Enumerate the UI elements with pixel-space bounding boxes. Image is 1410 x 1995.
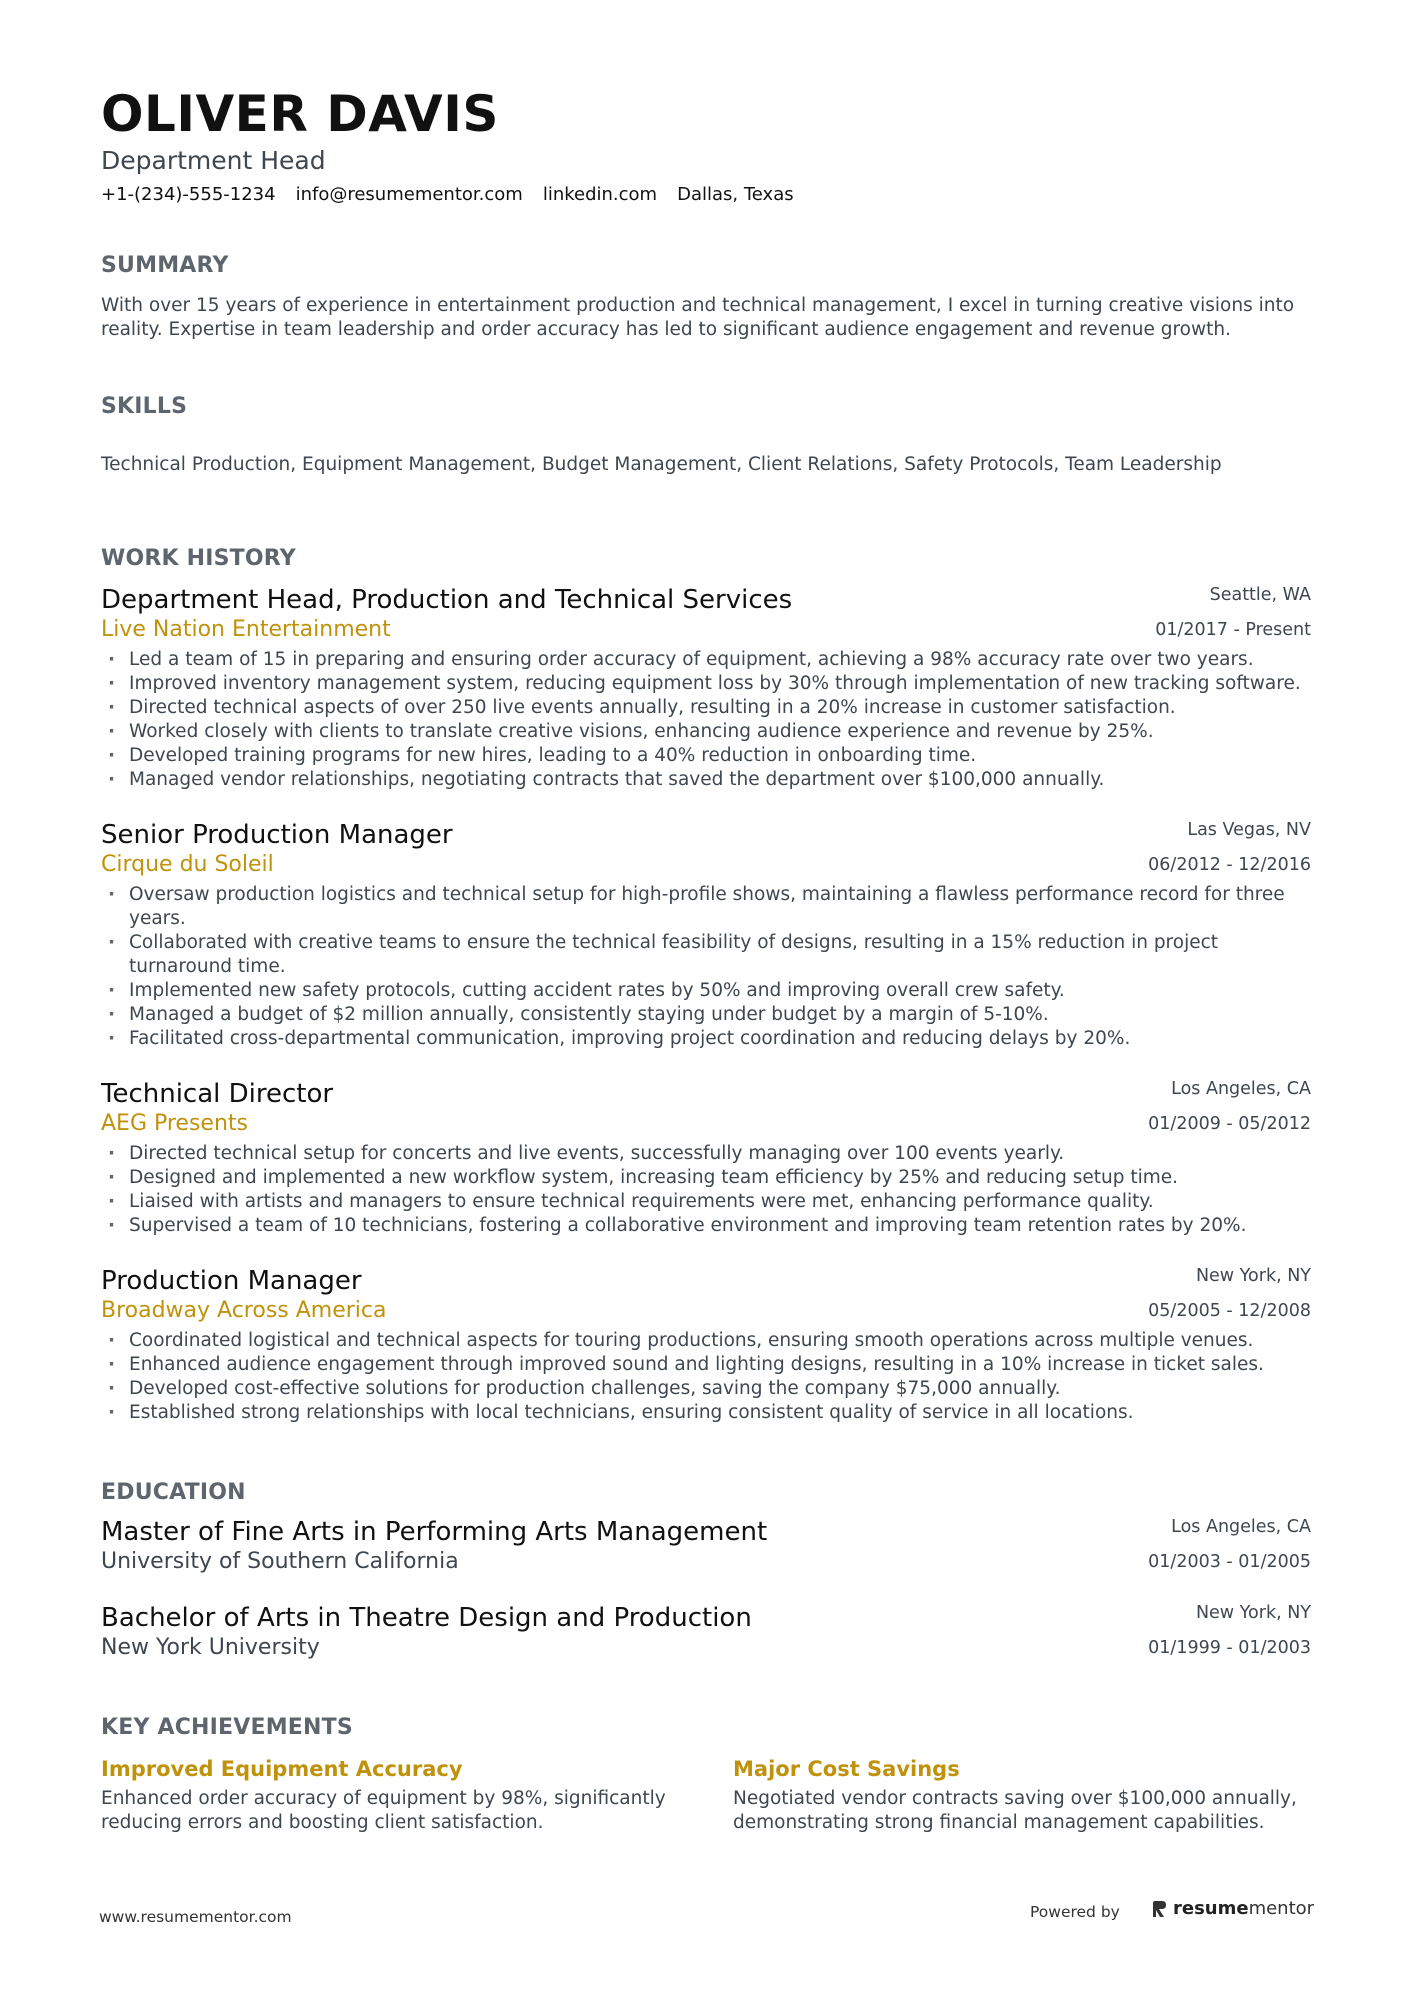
- job-location: Seattle, WA: [1209, 585, 1311, 605]
- job-bullet: · Enhanced audience engagement through improved sound and lighting designs, resulting in a 10% increase in ticket sales.: [101, 1353, 1311, 1377]
- achievement-text: Negotiated vendor contracts saving over $100,000 annually, demonstrating strong financial management capabilities.: [733, 1788, 1297, 1833]
- job-bullet: · Supervised a team of 10 technicians, fostering a collaborative environment and improving team retention rates by 20%.: [101, 1214, 1311, 1238]
- contact-phone: +1-(234)-555-1234: [101, 184, 276, 205]
- skills-text: Technical Production, Equipment Management, Budget Management, Client Relations, Safety Protocols, Team Leadership: [101, 454, 1222, 475]
- job-entry: [101, 1078, 1311, 1238]
- job-bullets: [101, 1329, 1311, 1425]
- job-entry: [101, 819, 1311, 1051]
- education-location: New York, NY: [1195, 1603, 1311, 1623]
- job-entry: [101, 1265, 1311, 1425]
- education-entry: [101, 1602, 1311, 1662]
- education-degree: Bachelor of Arts in Theatre Design and Production: [101, 1603, 752, 1633]
- job-bullet: · Managed vendor relationships, negotiating contracts that saved the department over $100,000 annually.: [101, 768, 1311, 792]
- resumementor-logo-icon: [1153, 1899, 1167, 1919]
- skills-heading: SKILLS: [101, 394, 188, 419]
- education-location: Los Angeles, CA: [1171, 1517, 1311, 1537]
- job-location: New York, NY: [1195, 1266, 1311, 1286]
- job-company: AEG Presents: [101, 1111, 248, 1136]
- job-company: Cirque du Soleil: [101, 852, 274, 877]
- job-role: Department Head, Production and Technical Services: [101, 585, 793, 615]
- education-degree: Master of Fine Arts in Performing Arts Management: [101, 1517, 768, 1547]
- education-dates: 01/2003 - 01/2005: [1148, 1552, 1311, 1572]
- powered-by-label: Powered by: [1030, 1903, 1120, 1921]
- job-dates: 01/2009 - 05/2012: [1148, 1114, 1311, 1134]
- job-bullet: · Oversaw production logistics and technical setup for high-profile shows, maintaining a flawless performance record for three years.: [101, 883, 1311, 931]
- job-bullet: · Developed cost-effective solutions for production challenges, saving the company $75,000 annually.: [101, 1377, 1311, 1401]
- job-bullet: · Developed training programs for new hires, leading to a 40% reduction in onboarding time.: [101, 744, 1311, 768]
- job-company: Live Nation Entertainment: [101, 617, 391, 642]
- job-location: Las Vegas, NV: [1187, 820, 1311, 840]
- brand-logo[interactable]: [1153, 1898, 1314, 1919]
- summary-heading: SUMMARY: [101, 253, 229, 278]
- job-bullet: · Implemented new safety protocols, cutting accident rates by 50% and improving overall crew safety.: [101, 979, 1311, 1003]
- achievement-card: [101, 1755, 691, 1835]
- job-bullet: · Facilitated cross-departmental communication, improving project coordination and reducing delays by 20%.: [101, 1027, 1311, 1051]
- brand-name-strong: resume: [1173, 1898, 1249, 1919]
- contact-location: Dallas, Texas: [677, 184, 794, 205]
- job-role: Technical Director: [101, 1079, 334, 1109]
- candidate-title: Department Head: [101, 146, 326, 175]
- job-entry: [101, 584, 1311, 792]
- education-entry: [101, 1516, 1311, 1576]
- job-bullet: · Worked closely with clients to translate creative visions, enhancing audience experience and revenue by 25%.: [101, 720, 1311, 744]
- job-bullet: · Directed technical setup for concerts and live events, successfully managing over 100 events yearly.: [101, 1142, 1311, 1166]
- job-bullet: · Managed a budget of $2 million annually, consistently staying under budget by a margin of 5-10%.: [101, 1003, 1311, 1027]
- job-bullet: · Established strong relationships with local technicians, ensuring consistent quality of service in all locations.: [101, 1401, 1311, 1425]
- contact-line: [101, 183, 794, 207]
- job-bullet: · Improved inventory management system, reducing equipment loss by 30% through implementation of new tracking software.: [101, 672, 1311, 696]
- job-dates: 01/2017 - Present: [1155, 620, 1311, 640]
- contact-email: info@resumementor.com: [295, 184, 523, 205]
- job-role: Senior Production Manager: [101, 820, 453, 850]
- job-bullets: [101, 648, 1311, 792]
- education-school: New York University: [101, 1635, 320, 1660]
- work-history-heading: WORK HISTORY: [101, 546, 296, 571]
- achievement-title: Improved Equipment Accuracy: [101, 1757, 463, 1781]
- job-dates: 06/2012 - 12/2016: [1148, 855, 1311, 875]
- achievement-card: [733, 1755, 1323, 1835]
- job-bullets: [101, 1142, 1311, 1238]
- brand-name-light: mentor: [1248, 1898, 1315, 1919]
- job-bullets: [101, 883, 1311, 1051]
- contact-linkedin: linkedin.com: [542, 184, 658, 205]
- job-bullet: · Liaised with artists and managers to ensure technical requirements were met, enhancing performance quality.: [101, 1190, 1311, 1214]
- job-bullet: · Designed and implemented a new workflow system, increasing team efficiency by 25% and reducing setup time.: [101, 1166, 1311, 1190]
- education-school: University of Southern California: [101, 1549, 459, 1574]
- achievement-text: Enhanced order accuracy of equipment by 98%, significantly reducing errors and boosting client satisfaction.: [101, 1788, 666, 1833]
- job-role: Production Manager: [101, 1266, 362, 1296]
- job-bullet: · Led a team of 15 in preparing and ensuring order accuracy of equipment, achieving a 98% accuracy rate over two years.: [101, 648, 1311, 672]
- footer-website-link[interactable]: www.resumementor.com: [99, 1908, 292, 1926]
- job-company: Broadway Across America: [101, 1298, 387, 1323]
- job-bullet: · Directed technical aspects of over 250 live events annually, resulting in a 20% increase in customer satisfaction.: [101, 696, 1311, 720]
- job-location: Los Angeles, CA: [1171, 1079, 1311, 1099]
- education-heading: EDUCATION: [101, 1480, 246, 1505]
- job-bullet: · Collaborated with creative teams to ensure the technical feasibility of designs, resulting in a 15% reduction in project turnaround time.: [101, 931, 1311, 979]
- summary-text: With over 15 years of experience in entertainment production and technical management, I excel in turning creative visions into reality. Expertise in team leadership and order accuracy has led to significant audience engagement and revenue growth.: [101, 295, 1295, 340]
- achievements-heading: KEY ACHIEVEMENTS: [101, 1715, 353, 1740]
- education-dates: 01/1999 - 01/2003: [1148, 1638, 1311, 1658]
- achievement-title: Major Cost Savings: [733, 1757, 960, 1781]
- candidate-name: OLIVER DAVIS: [101, 85, 499, 143]
- job-dates: 05/2005 - 12/2008: [1148, 1301, 1311, 1321]
- job-bullet: · Coordinated logistical and technical aspects for touring productions, ensuring smooth operations across multiple venues.: [101, 1329, 1311, 1353]
